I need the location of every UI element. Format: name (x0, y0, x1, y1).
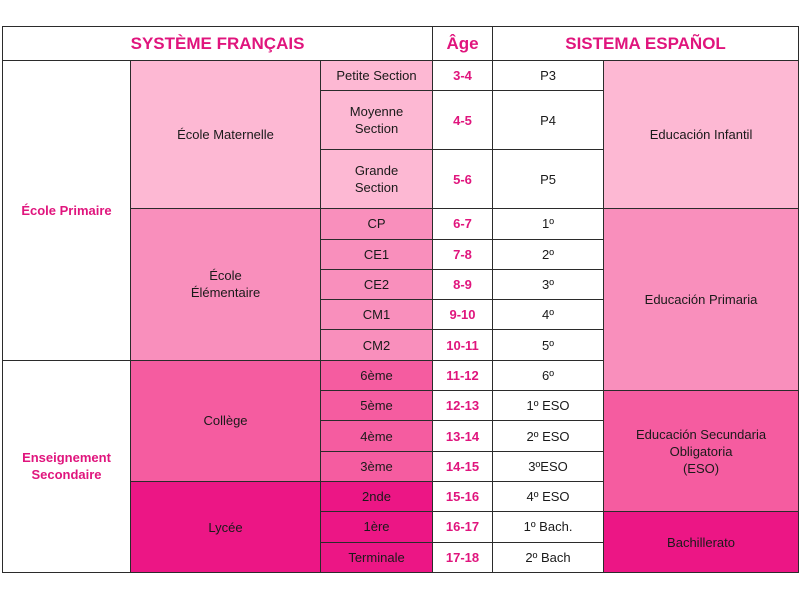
spanish-level-cell: 2º Bach (493, 542, 604, 572)
level-cell: CM1 (321, 300, 433, 330)
age-cell: 3-4 (433, 61, 493, 91)
age-cell: 12-13 (433, 391, 493, 421)
stage-eso: Educación Secundaria Obligatoria (ESO) (604, 391, 799, 512)
spanish-level-cell: 5º (493, 330, 604, 360)
school-elementaire: École Élémentaire (131, 209, 321, 361)
age-cell: 4-5 (433, 91, 493, 150)
level-cell: 1ère (321, 512, 433, 542)
spanish-level-cell: 2º (493, 239, 604, 269)
spanish-level-cell: 1º Bach. (493, 512, 604, 542)
age-cell: 7-8 (433, 239, 493, 269)
level-cell: CM2 (321, 330, 433, 360)
spanish-level-cell: P3 (493, 61, 604, 91)
spanish-level-cell: 1º ESO (493, 391, 604, 421)
french-system-header: SYSTÈME FRANÇAIS (3, 27, 433, 61)
level-cell: CP (321, 209, 433, 239)
age-cell: 6-7 (433, 209, 493, 239)
level-cell: Grande Section (321, 150, 433, 209)
table-row (3, 61, 799, 91)
level-cell: Petite Section (321, 61, 433, 91)
age-cell: 14-15 (433, 451, 493, 481)
school-maternelle: École Maternelle (131, 61, 321, 209)
age-cell: 10-11 (433, 330, 493, 360)
spanish-system-header: SISTEMA ESPAÑOL (493, 27, 799, 61)
level-cell: 4ème (321, 421, 433, 451)
level-cell: CE2 (321, 269, 433, 299)
level-cell: 2nde (321, 482, 433, 512)
education-comparison-table (2, 26, 799, 573)
spanish-level-cell: P5 (493, 150, 604, 209)
level-cell: Terminale (321, 542, 433, 572)
school-lycee: Lycée (131, 482, 321, 573)
level-cell: 3ème (321, 451, 433, 481)
level-cell: Moyenne Section (321, 91, 433, 150)
spanish-level-cell: 6º (493, 360, 604, 390)
stage-bachillerato: Bachillerato (604, 512, 799, 573)
spanish-level-cell: 4º (493, 300, 604, 330)
age-cell: 15-16 (433, 482, 493, 512)
age-cell: 17-18 (433, 542, 493, 572)
spanish-level-cell: 3º (493, 269, 604, 299)
level-cell: 5ème (321, 391, 433, 421)
spanish-level-cell: 2º ESO (493, 421, 604, 451)
header-row (3, 27, 799, 61)
school-college: Collège (131, 360, 321, 481)
level-cell: CE1 (321, 239, 433, 269)
stage-infantil: Educación Infantil (604, 61, 799, 209)
cycle-ecole-primaire: École Primaire (3, 61, 131, 361)
cycle-enseignement-secondaire: Enseignement Secondaire (3, 360, 131, 572)
spanish-level-cell: 4º ESO (493, 482, 604, 512)
spanish-level-cell: P4 (493, 91, 604, 150)
age-cell: 16-17 (433, 512, 493, 542)
age-cell: 11-12 (433, 360, 493, 390)
stage-primaria: Educación Primaria (604, 209, 799, 391)
age-cell: 5-6 (433, 150, 493, 209)
spanish-level-cell: 1º (493, 209, 604, 239)
spanish-level-cell: 3ºESO (493, 451, 604, 481)
age-header: Âge (433, 27, 493, 61)
age-cell: 13-14 (433, 421, 493, 451)
level-cell: 6ème (321, 360, 433, 390)
age-cell: 8-9 (433, 269, 493, 299)
age-cell: 9-10 (433, 300, 493, 330)
